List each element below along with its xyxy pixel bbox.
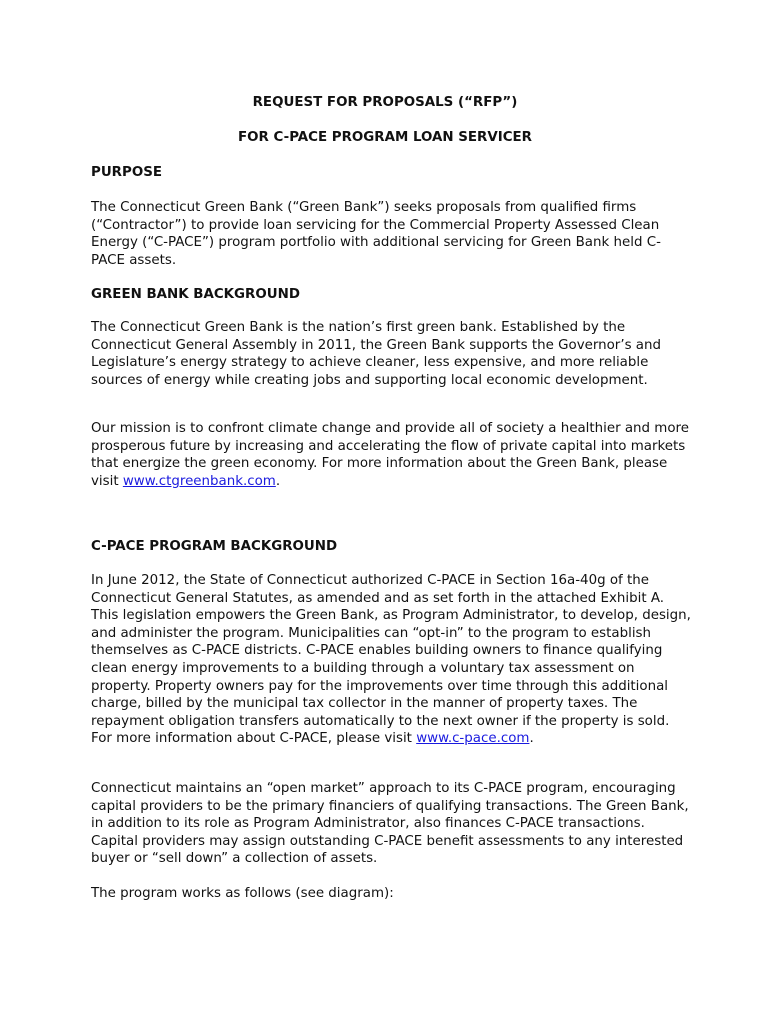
purpose-paragraph: The Connecticut Green Bank (“Green Bank”) seeks proposals from qualified firms (“Contractor”) to provide loan servicing for the Commercial Property Assessed Clean Energy (“C-PACE”) program portfolio with additional servicing for Green Bank held C-PACE assets. <box>91 200 661 268</box>
green-bank-mission-paragraph <box>91 420 691 490</box>
green-bank-background-paragraph-1: The Connecticut Green Bank is the nation’s first green bank. Established by the Connecticut General Assembly in 2011, the Green Bank supports the Governor’s and Legislature’s energy strategy to achieve cleaner, less expensive, and more reliable sources of energy while creating jobs and supporting local economic development. <box>91 320 661 388</box>
c-pace-link[interactable]: www.c-pace.com <box>416 731 530 747</box>
cpace-background-paragraph-1 <box>91 572 691 748</box>
mission-text-end: . <box>275 473 281 489</box>
mission-text: Our mission is to confront climate change and provide all of society a healthier and more prosperous future by increasing and accelerating the flow of private capital into markets that energize the green economy. For more information about the Green Bank, please visit <box>91 421 689 489</box>
document-title: REQUEST FOR PROPOSALS (“RFP”) <box>252 95 518 110</box>
green-bank-background-heading: GREEN BANK BACKGROUND <box>91 287 300 302</box>
ctgreenbank-link[interactable]: www.ctgreenbank.com <box>122 473 276 489</box>
program-works-paragraph: The program works as follows (see diagram): <box>91 886 394 901</box>
cpace-open-market-paragraph: Connecticut maintains an “open market” approach to its C-PACE program, encouraging capital providers to be the primary financiers of qualifying transactions. The Green Bank, in addition to its role as Program Administrator, also finances C-PACE transactions. Capital providers may assign outstanding C-PACE benefit assessments to any interested buyer or “sell down” a collection of assets. <box>91 781 689 867</box>
document-subtitle: FOR C-PACE PROGRAM LOAN SERVICER <box>238 130 532 145</box>
cpace-text-end: . <box>529 731 534 747</box>
cpace-text: In June 2012, the State of Connecticut authorized C-PACE in Section 16a-40g of the Connecticut General Statutes, as amended and as set forth in the attached Exhibit A. This legislation empowers the Green Bank, as Program Administrator, to develop, design, and administer the program. Municipalities can “opt-in” to the program to establish themselves as C-PACE districts. C-PACE enables building owners to finance qualifying clean energy improvements to a building through a voluntary tax assessment on property. Property owners pay for the improvements over time through this additional charge, billed by the municipal tax collector in the manner of property taxes. The repayment obligation transfers automatically to the next owner if the property is sold. For more information about C-PACE, please visit <box>91 573 691 747</box>
purpose-heading: PURPOSE <box>91 165 162 180</box>
cpace-background-heading: C-PACE PROGRAM BACKGROUND <box>91 539 338 554</box>
